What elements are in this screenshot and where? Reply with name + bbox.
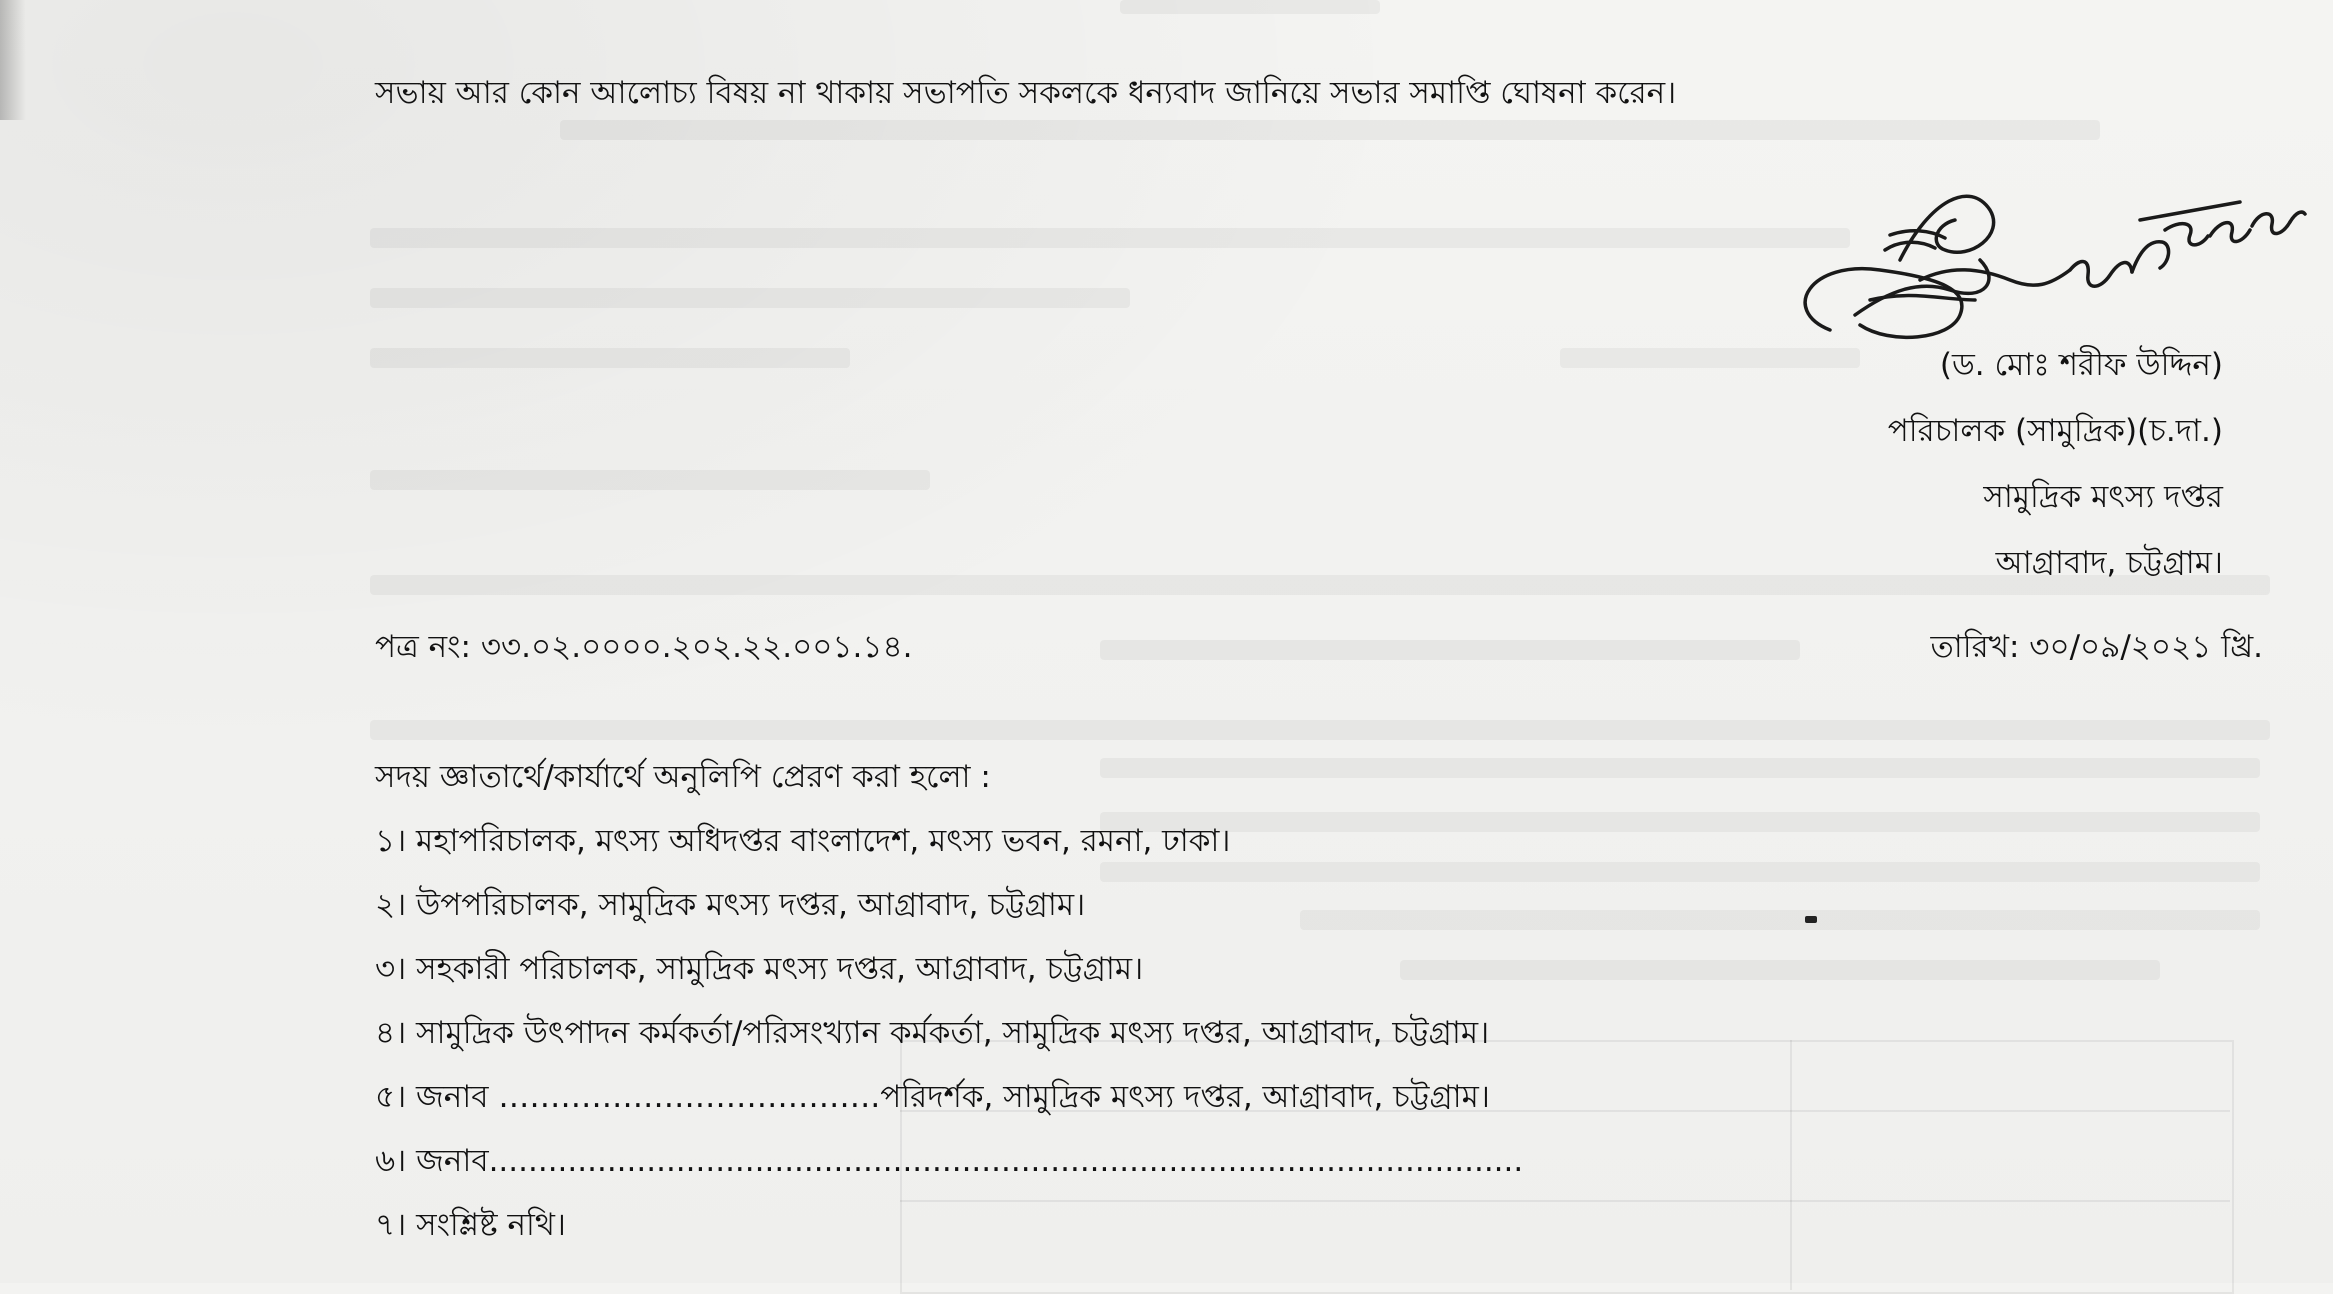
memo-date: তারিখ: ৩০/০৯/২০২১ খ্রি. xyxy=(1930,629,2263,665)
closing-statement: সভায় আর কোন আলোচ্য বিষয় না থাকায় সভাপতি সকলকে ধন্যবাদ জানিয়ে সভার সমাপ্তি ঘোষনা করেন। xyxy=(375,75,1677,111)
copy-to-list xyxy=(375,821,1523,1269)
handwritten-signature xyxy=(1770,140,2310,370)
scan-edge-shadow xyxy=(0,0,26,120)
list-item: ৫। জনাব ……………………………….পরিদর্শক, সামুদ্রিক মৎস্য দপ্তর, আগ্রাবাদ, চট্টগ্রাম। xyxy=(375,1079,1490,1115)
signature-block xyxy=(1888,345,2223,609)
list-item: ২। উপপরিচালক, সামুদ্রিক মৎস্য দপ্তর, আগ্রাবাদ, চট্টগ্রাম। xyxy=(375,887,1086,923)
signatory-designation: পরিচালক (সামুদ্রিক)(চ.দা.) xyxy=(1887,413,2223,449)
list-item: ৪। সামুদ্রিক উৎপাদন কর্মকর্তা/পরিসংখ্যান কর্মকর্তা, সামুদ্রিক মৎস্য দপ্তর, আগ্রাবাদ, চট্টগ্রাম। xyxy=(375,1015,1490,1051)
signatory-location: আগ্রাবাদ, চট্টগ্রাম। xyxy=(1995,545,2223,581)
list-item: ৭। সংশ্লিষ্ট নথি। xyxy=(375,1207,566,1243)
memo-number: পত্র নং: ৩৩.০২.০০০০.২০২.২২.০০১.১৪. xyxy=(375,629,913,665)
signatory-name: (ড. মোঃ শরীফ উদ্দিন) xyxy=(1939,347,2223,383)
list-item: ৩। সহকারী পরিচালক, সামুদ্রিক মৎস্য দপ্তর, আগ্রাবাদ, চট্টগ্রাম। xyxy=(375,951,1144,987)
signatory-office: সামুদ্রিক মৎস্য দপ্তর xyxy=(1983,479,2223,515)
copy-to-title: সদয় জ্ঞাতার্থে/কার্যার্থে অনুলিপি প্রেরণ করা হলো : xyxy=(375,759,991,795)
scan-speck xyxy=(1805,916,1817,923)
list-item: ৬। জনাব......................................................................................................... xyxy=(375,1143,1524,1179)
list-item: ১। মহাপরিচালক, মৎস্য অধিদপ্তর বাংলাদেশ, মৎস্য ভবন, রমনা, ঢাকা। xyxy=(375,823,1231,859)
